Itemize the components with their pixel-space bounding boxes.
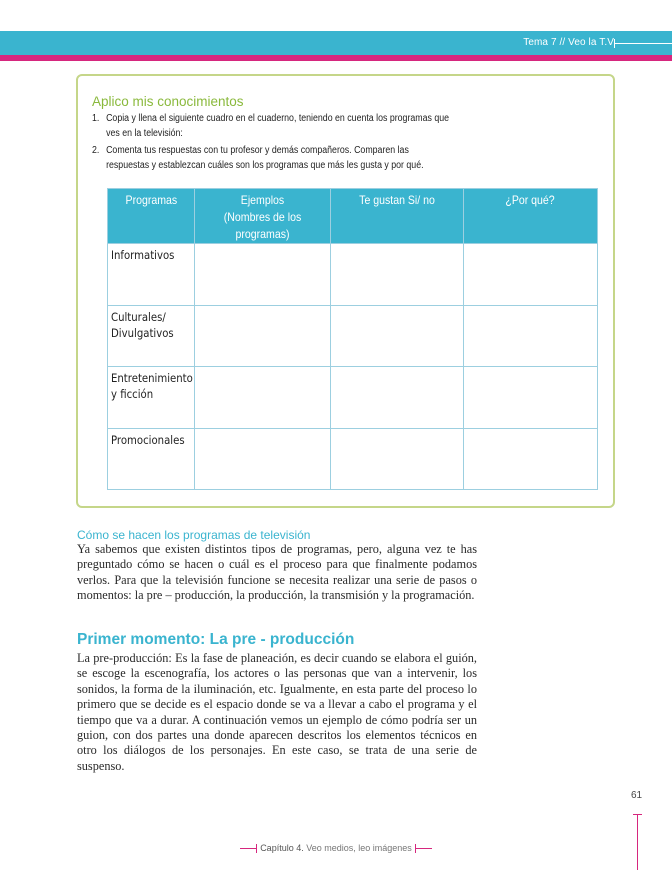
instruction-2 [92, 144, 470, 173]
table-row [108, 367, 598, 429]
table-cell [195, 244, 331, 306]
table-cell [464, 305, 598, 367]
table-cell [331, 367, 464, 429]
footer-line-left [240, 848, 257, 849]
table-header-row [108, 189, 598, 244]
header-ejemplos: Ejemplos (Nombres de los programas) [195, 189, 331, 244]
section-heading: Primer momento: La pre - producción [77, 631, 355, 648]
header-title: Tema 7 // Veo la T.V [523, 37, 614, 48]
activity-title: Aplico mis conocimientos [92, 94, 244, 109]
table-cell [464, 367, 598, 429]
table-cell [195, 305, 331, 367]
table-cell [195, 428, 331, 490]
instruction-1 [92, 112, 470, 141]
row-label: Entretenimiento y ficción [108, 367, 195, 429]
instruction-number: 2. [92, 145, 100, 156]
table-row [108, 428, 598, 490]
table-row [108, 305, 598, 367]
header-por-que: ¿Por qué? [464, 189, 598, 244]
row-label: Informativos [108, 244, 195, 306]
row-label: Culturales/ Divulgativos [108, 305, 195, 367]
table-cell [464, 428, 598, 490]
footer-line-right [415, 848, 432, 849]
table-row [108, 244, 598, 306]
instruction-text: Copia y llena el siguiente cuadro en el cuaderno, teniendo en cuenta los programas que [106, 113, 450, 124]
programs-table [107, 188, 598, 490]
table-cell [331, 428, 464, 490]
chapter-title: Veo medios, leo imágenes [306, 843, 412, 853]
header-te-gustan: Te gustan Si/ no [331, 189, 464, 244]
table-cell [331, 244, 464, 306]
section-subheading: Cómo se hacen los programas de televisión [77, 528, 311, 542]
header-accent-stripe [0, 55, 672, 61]
section-paragraph: La pre-producción: Es la fase de planeación, es decir cuando se elabora el guión, se escoge la escenografía, los actores o las personas que van a intervenir, los sonidos, la forma de la iluminación, etc. Igualmente, en esta parte del proceso lo primero que se decide es el espacio donde se va a llevar a cabo el programa y el tiempo que va a durar. A continuación vemos un ejemplo de cómo podría ser un guion, con dos partes una donde aparecen descritos los elementos técnicos en otro los diálogos de los personajes. En este caso, se trata de una serie de suspenso. [77, 651, 477, 773]
table-cell [331, 305, 464, 367]
instruction-text: Comenta tus respuestas con tu profesor y demás compañeros. Comparen las [106, 145, 409, 156]
header-line [615, 43, 672, 44]
instruction-text-cont: ves en la televisión: [106, 127, 183, 139]
table-cell [464, 244, 598, 306]
table-cell [195, 367, 331, 429]
page-number: 61 [631, 790, 643, 801]
chapter-label: Capítulo 4. [260, 843, 304, 853]
section-paragraph: Ya sabemos que existen distintos tipos de programas, pero, alguna vez te has preguntado cómo se hacen o cuál es el proceso para que finalmente podamos verlos. Para que la televisión funcione se necesita realizar una serie de pasos o momentos: la pre – producción, la producción, la transmisión y la programación. [77, 542, 477, 603]
instruction-number: 1. [92, 113, 100, 124]
instruction-text-cont: respuestas y establezcan cuáles son los programas que más les gusta y por qué. [106, 159, 424, 171]
header-programas: Programas [108, 189, 195, 244]
footer [0, 843, 672, 853]
row-label: Promocionales [108, 428, 195, 490]
